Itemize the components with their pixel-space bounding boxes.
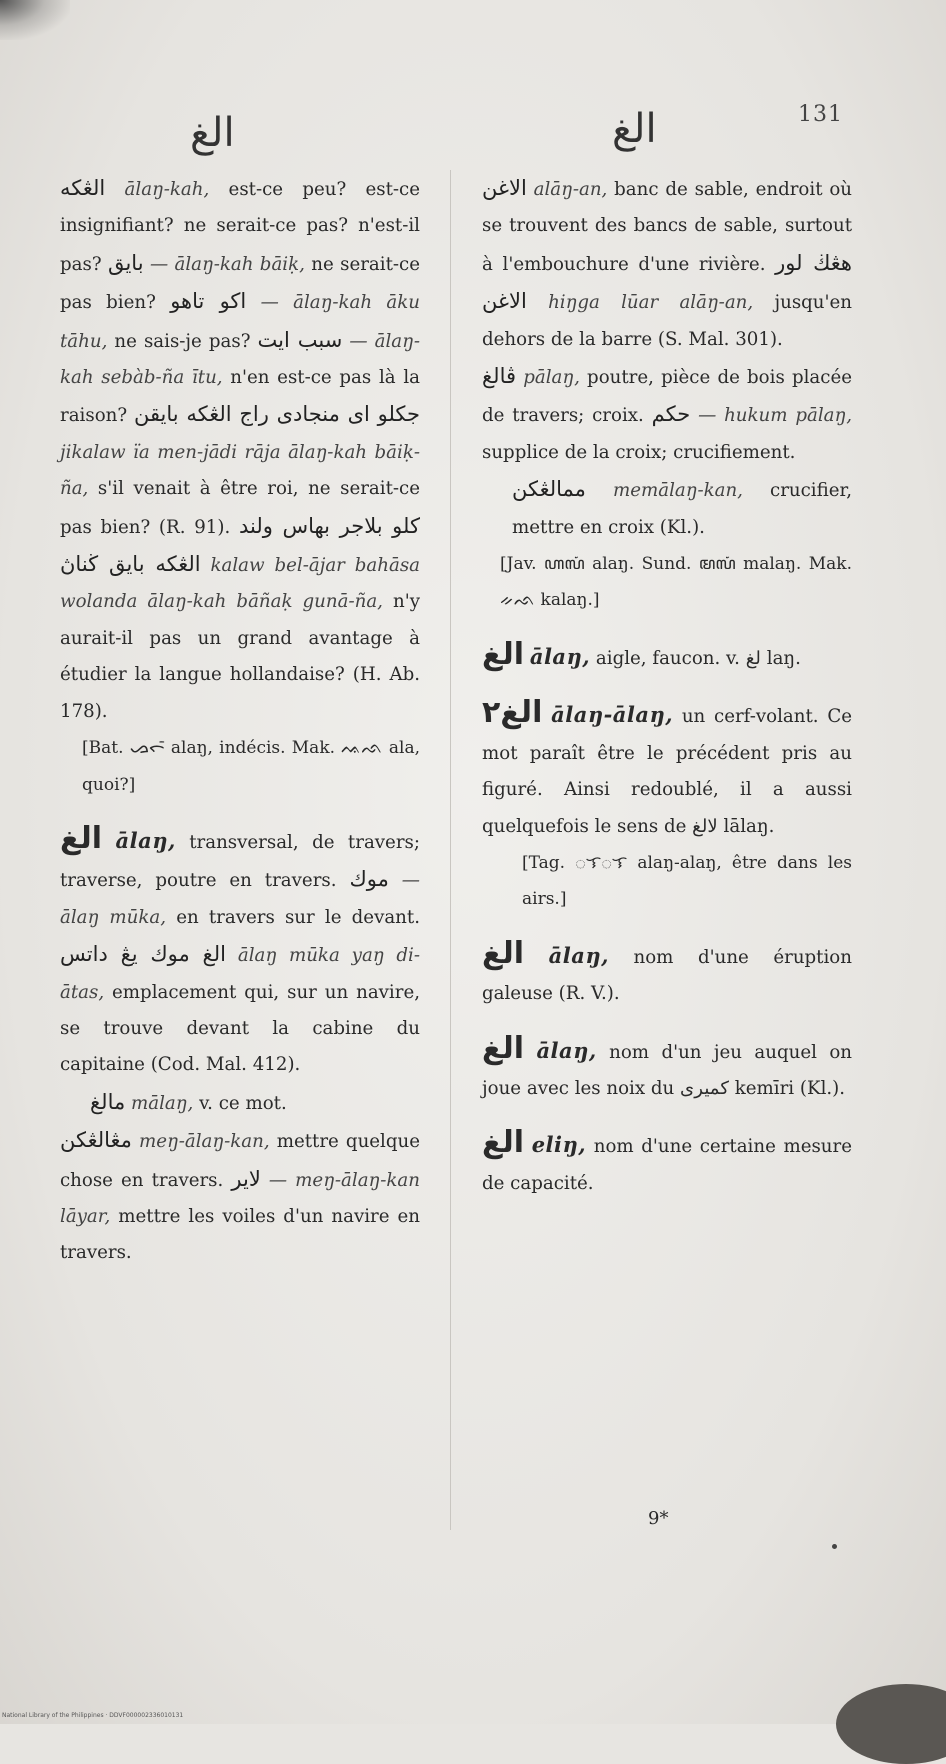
definition: n'y aurait-il pas un grand avantage à étudier la langue hollandaise? (H. Ab. 178). — [60, 591, 420, 722]
headword-arabic: الغ — [60, 820, 103, 856]
transliteration: ālaŋ-kah, — [124, 179, 210, 200]
bracket-note: [Tag. ᜀᜎᜀᜎ alaŋ-alaŋ, être dans les airs.] — [522, 852, 852, 910]
definition: est-ce peu? est-ce insignifiant? ne serait-ce pas? n'est-il pas? — [60, 179, 420, 275]
headword-arabic: الغ — [482, 636, 525, 672]
entry — [482, 358, 852, 471]
transliteration: — ālaŋ mūka, — [60, 870, 420, 928]
header-left: الغ — [190, 110, 235, 156]
arabic-form: سبب ايت — [257, 327, 343, 352]
transliteration: pālaŋ, — [523, 367, 580, 389]
definition: transversal, de travers; traverse, poutre en travers. — [60, 831, 420, 892]
definition: v. ce mot. — [193, 1092, 287, 1114]
transliteration: ālaŋ mūka yaŋ di-ātas, — [60, 945, 420, 1003]
headword-entry — [60, 821, 420, 1084]
definition: un cerf-volant. Ce mot paraît être le précédent pris au figuré. Ainsi redoublé, il a aussi quelquefois le sens de لالغ lālaŋ. — [482, 706, 852, 837]
thumb-shadow — [836, 1684, 946, 1764]
header-right: الغ — [612, 106, 657, 152]
arabic-form: ڤالغ — [482, 364, 517, 389]
definition: s'il venait à être roi, ne serait-ce pas bien? (R. 91). — [60, 478, 420, 538]
transliteration: memālaŋ-kan, — [612, 480, 743, 502]
column-divider — [450, 170, 451, 1530]
definition: poutre, pièce de bois placée de travers; croix. — [482, 367, 852, 427]
headword: ālaŋ, — [529, 643, 591, 669]
arabic-form: لاير — [231, 1166, 261, 1191]
headword-entry — [482, 1125, 852, 1202]
headword-entry — [482, 695, 852, 845]
transliteration: — meŋ-ālaŋ-kan lāyar, — [60, 1169, 420, 1227]
headword-arabic: الغ — [482, 935, 525, 971]
right-column — [482, 170, 852, 1202]
arabic-form: كلو بلاجر بهاس ولند الڠكه بايق ڬناڽ — [60, 513, 420, 577]
headword-arabic: الغ — [482, 1030, 525, 1066]
transliteration: mālaŋ, — [131, 1092, 194, 1114]
definition: crucifier, mettre en croix (Kl.). — [512, 480, 852, 538]
definition: ne sais-je pas? — [107, 330, 251, 352]
arabic-form: جكلو اى منجادى راج الڠكه بايقن — [133, 402, 420, 427]
transliteration: — hukum pālaŋ, — [698, 405, 852, 427]
definition: nom d'un jeu auquel on joue avec les noix du كميرى kemīri (Kl.). — [482, 1041, 852, 1099]
entry — [482, 471, 852, 546]
transliteration: meŋ-ālaŋ-kan, — [139, 1131, 270, 1153]
transliteration: — ālaŋ-kah sebàb-ña ītu, — [60, 330, 420, 389]
arabic-form: الغ موك يڠ داتس — [60, 942, 226, 967]
definition: emplacement qui, sur un navire, se trouve devant la cabine du capitaine (Cod. Mal. 412). — [60, 981, 420, 1076]
transliteration: — ālaŋ-kah āku tāhu, — [60, 292, 420, 352]
definition: supplice de la croix; crucifiement. — [482, 441, 796, 463]
transliteration: — ālaŋ-kah bāiḳ, — [149, 253, 305, 275]
entry — [482, 170, 852, 358]
definition: n'en est-ce pas là la raison? — [60, 367, 420, 427]
headword: ālaŋ-ālaŋ, — [551, 702, 674, 728]
transliteration: kalaw bel-ājar bahāsa wolanda ālaŋ-kah bāñaḳ gunā-ña, — [60, 555, 420, 613]
arabic-form: اكو تاهو — [170, 289, 247, 314]
headword-arabic: الغ — [482, 1125, 525, 1161]
arabic-form: مڠالڠكن — [60, 1128, 132, 1153]
bracket-note: [Bat. ᯀᯞᯰ alaŋ, indécis. Mak. ᨕᨒ ala, quoi?] — [82, 738, 420, 795]
definition: mettre quelque chose en travers. — [60, 1131, 420, 1191]
headword: ālaŋ, — [536, 1037, 597, 1063]
entry — [60, 170, 420, 730]
arabic-form: الاغن — [482, 176, 527, 200]
arabic-form: ممالڠكن — [512, 477, 586, 502]
scan-footer: National Library of the Philippines · DDVF000002336010131 — [2, 1712, 184, 1719]
definition: nom d'une éruption galeuse (R. V.). — [482, 946, 852, 1005]
definition: mettre les voiles d'un navire en travers. — [60, 1205, 420, 1264]
headword-entry — [482, 637, 852, 677]
transliteration: jikalaw ïa men-jādi rāja ālaŋ-kah bāiḳ-ña, — [60, 441, 420, 500]
arabic-form: مالغ — [90, 1089, 126, 1114]
arabic-form: موك — [349, 867, 389, 892]
ink-dot — [832, 1544, 837, 1549]
arabic-form: الڠكه — [60, 176, 106, 200]
headword: eliŋ, — [531, 1132, 587, 1158]
entry — [60, 1084, 420, 1122]
entry — [60, 1122, 420, 1272]
definition: jusqu'en dehors de la barre (S. Mal. 301). — [482, 292, 852, 350]
arabic-form: حكم — [651, 402, 691, 427]
scan-shadow — [0, 0, 70, 40]
headword: ālaŋ, — [115, 827, 176, 853]
headword-entry — [482, 1031, 852, 1108]
bracket-note: [Jav. ꦲꦭꦁ alaŋ. Sund. ꦩꦭꦁ malaŋ. Mak. ᨀᨒ kalaŋ.] — [500, 554, 852, 611]
headword: ālaŋ, — [548, 942, 609, 968]
transliteration: hiŋga lūar alāŋ-an, — [548, 292, 754, 314]
definition: nom d'une certaine mesure de capacité. — [482, 1136, 852, 1194]
page-number: 131 — [798, 102, 843, 127]
arabic-form: هڠڬ لور الاغن — [482, 250, 853, 314]
left-column — [60, 170, 420, 1272]
definition: aigle, faucon. v. لغ laŋ. — [590, 647, 801, 669]
signature-mark: 9* — [648, 1508, 669, 1529]
definition: en travers sur le devant. — [166, 906, 420, 928]
headword-arabic: الغ٢ — [482, 695, 543, 731]
definition: ne serait-ce pas bien? — [60, 253, 420, 314]
arabic-form: بايق — [107, 250, 144, 275]
definition: banc de sable, endroit où se trouvent des bancs de sable, surtout à l'embouchure d'une rivière. — [482, 179, 852, 275]
headword-entry — [482, 936, 852, 1013]
transliteration: alāŋ-an, — [533, 179, 608, 200]
